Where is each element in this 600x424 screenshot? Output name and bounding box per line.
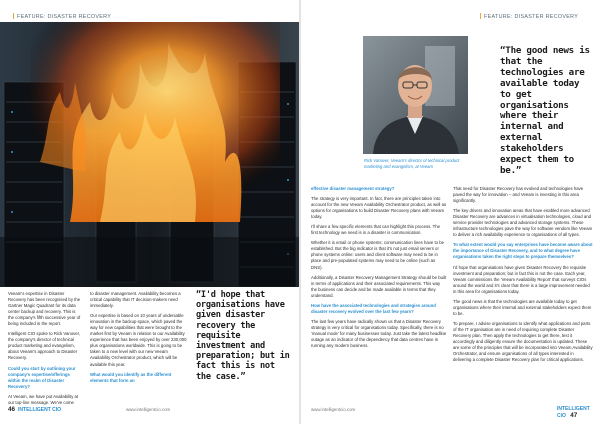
paragraph: to disaster management. Availability becomes a critical capability that IT decision-makers need immediately. xyxy=(90,291,181,309)
paragraph: I'll share a few specific elements that can highlight this process. The first technology we need is in a disaster is communication. xyxy=(311,224,440,236)
interview-question: Could you start by outlining your company's expertise/offerings within the realm of Disaster Recovery? xyxy=(8,365,76,389)
paragraph: The strategy is very important. In fact, there are principles taken into account for the new Veeam Availability Orchestrator product, as well as options for organisations to build Disaster Recovery plans with Veeam today. xyxy=(311,196,447,220)
right-column-2 xyxy=(453,186,593,367)
interview-question: effective disaster management strategy? xyxy=(311,186,395,191)
right-website: www.intelligentcio.com xyxy=(311,407,356,412)
paragraph: The key drivers and innovation areas that have enabled more advanced Disaster Recovery are advances in virtualisation technologies, cloud and service provider technologies and advanced storage systems. These infrastructure technologies pave the way for software vendors like Veeam to deliver a rich availability experience to organisations of all types. xyxy=(453,208,593,238)
paragraph: To prepare, I advise organisations to identify what applications and parts of the IT organisation are in need of requiring complete Disaster Recovery plan. Then apply the technologies to get there, test it accordingly and diligently ensure the documentation is updated. These are some of the principles that will be incorporated into Veeam Availability Orchestrator, and ensure organisations of all types interested in delivering a complete Disaster Recovery plan for critical applications. xyxy=(453,320,593,363)
left-pull-quote: “I'd hope that organisations have given disaster recovery the requisite investment and preparation; but in fact this is not the case.” xyxy=(196,290,290,382)
right-pull-quote: “The good news is that the technologies are available today to get organisations where their internal and external stakeholders expect them to be.” xyxy=(500,45,590,176)
left-website: www.intelligentcio.com xyxy=(126,407,171,412)
interview-question: To what extent would you say enterprises have become aware about the importance of Disaster Recovery, and to what degree have organisations taken the right steps to prepare themselves? xyxy=(453,242,593,260)
left-kicker: FEATURE: DISASTER RECOVERY xyxy=(13,13,111,20)
interview-question: What would you identify as the different elements that form an xyxy=(90,371,172,383)
paragraph: Whether it is email or phone systems; communication lines have to be established. But the big indicator is that it's not just email servers or phone systems online: users and client software may need to be in place and pre-populated systems may need to be online (such as DNS). xyxy=(311,240,445,270)
paragraph: Additionally, a Disaster Recovery Management Strategy should be built in terms of applications and their associated requirements. This way the business can decide and be made available in terms that they understand. xyxy=(311,274,447,298)
paragraph: I'd hope that organisations have given Disaster Recovery the requisite investment and preparation; but in fact this is not the case. Each year, Veeam commissions the 'Veeam Availability Report' that surveys CIOs around the world and it's clear that there is a large improvement needed in this area for organisations today. xyxy=(453,264,590,294)
rick-vanover-portrait xyxy=(363,36,468,154)
paragraph: Veeam's expertise in Disaster Recovery has been recognised by the Gartner Magic Quadrant for its data center backup and recovery. This is the company's fifth successive year of being included in the report. xyxy=(8,291,81,327)
paragraph: That need for Disaster Recovery has evolved and technologies have paved the way for innovation – and Veeam is investing in this area significantly. xyxy=(453,186,584,204)
right-kicker: FEATURE: DISASTER RECOVERY xyxy=(480,13,578,20)
paragraph: Intelligent CIO spoke to Rick Vanover, the company's director of technical product marketing and evangelism, about Veeam's approach to Disaster Recovery. xyxy=(8,331,81,361)
interview-question: How have the associated technologies and strategies around disaster recovery evolved over the last few years? xyxy=(311,302,436,314)
left-column-2 xyxy=(90,291,187,388)
paragraph: Our expertise is based on 10 years of undeniable innovation in the backup space, which paved the way for new capabilities that were brought to the market first by Veeam in relation to our Availability experience that has been enjoyed by over 230,000 plus organisations worldwide. This is going to be taken to a new level with our new Veeam Availability Orchestrator product, which will be available this year. xyxy=(90,313,187,367)
portrait-caption: Rick Vanover, Veeam's director of technical product marketing and evangelism, at Veeam xyxy=(364,158,460,169)
right-folio: INTELLIGENT CIO 47 xyxy=(557,406,590,419)
paragraph: At Veeam, we have put Availability at our top-line message. We've come xyxy=(8,393,79,405)
paragraph: The last few years have radically shown us that a Disaster Recovery strategy is very critical for organisations today. Specifically, there is no 'manual mode' for many businesses today. Just take the latest headline outage as an indicator of the dependency that data centres have in running any modern business. xyxy=(311,318,447,349)
server-fire-photo xyxy=(0,22,299,287)
left-folio: 46 INTELLIGENT CIO xyxy=(8,406,62,413)
paragraph: The good news is that the technologies are available today to get organisations where their internal and external stakeholders expect them to be. xyxy=(453,298,592,316)
left-column-1 xyxy=(8,291,82,410)
left-page xyxy=(0,0,299,424)
right-column-1 xyxy=(311,186,447,353)
